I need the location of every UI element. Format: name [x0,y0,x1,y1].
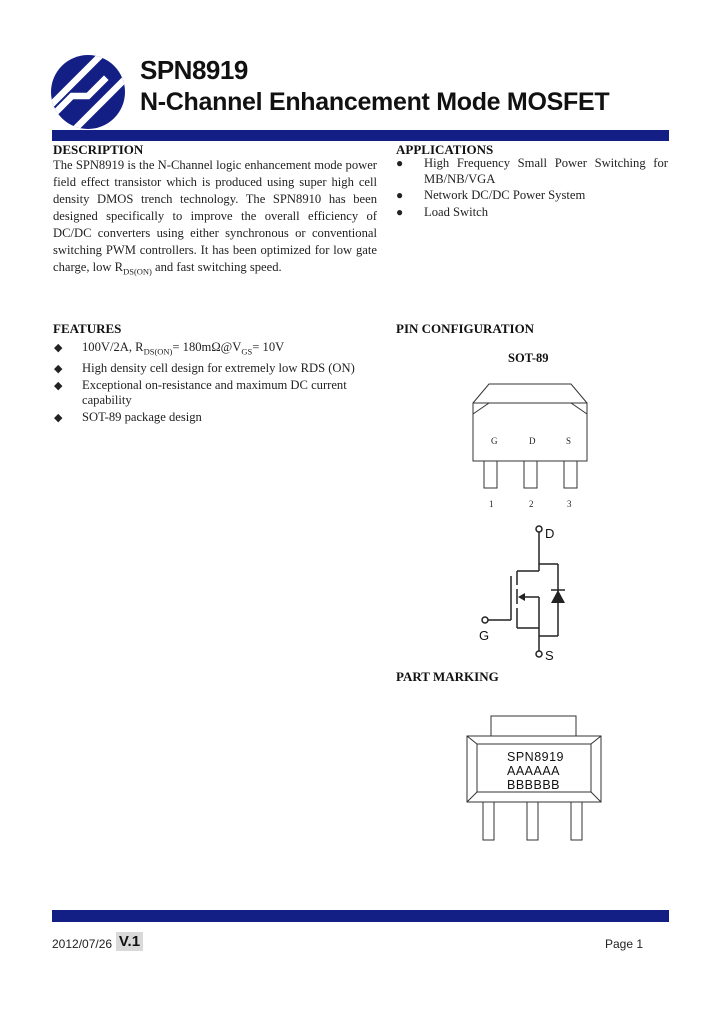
feature-rds-subscript: DS(ON) [143,346,173,357]
description-body-end: and fast switching speed. [151,260,282,274]
applications-heading: APPLICATIONS [396,142,494,157]
pin-configuration-heading: PIN CONFIGURATION [396,321,535,336]
description-heading: DESCRIPTION [53,142,144,157]
drain-label: D [545,526,555,541]
source-label: S [545,648,554,663]
list-item [54,410,374,426]
bullet-dot-icon: ● [396,204,404,219]
pin-label-d: D [529,436,536,446]
bullet-diamond-icon: ◆ [54,411,63,424]
bullet-diamond-icon: ◆ [54,342,63,354]
package-name: SOT-89 [508,351,549,365]
list-item [54,378,374,409]
application-item-text: High Frequency Small Power Switching for MB/NB/VGA [424,156,668,186]
part-number-title: SPN8919 [140,55,248,85]
product-subtitle: N-Channel Enhancement Mode MOSFET [140,88,610,116]
features-heading: FEATURES [53,321,122,336]
header-divider-bar [52,130,669,141]
features-list [54,340,374,426]
mosfet-schematic-icon [474,524,584,664]
list-item [54,340,374,360]
list-item [396,156,668,187]
pin-label-g: G [491,436,498,446]
list-item [396,205,668,221]
feature-item-text: Exceptional on-resistance and maximum DC current capability [82,377,347,408]
feature-rating-c: = 10V [252,340,285,354]
pin-number-3: 3 [567,499,572,509]
footer-date: 2012/07/26 [52,937,113,951]
company-logo [50,54,126,130]
version-badge: V.1 [116,932,143,951]
applications-list [396,156,668,221]
pin-number-2: 2 [529,499,534,509]
part-marking-heading: PART MARKING [396,669,499,684]
feature-rating-b: = 180mΩ@V [172,340,242,354]
description-rds-subscript: DS(ON) [123,266,152,277]
list-item [396,188,668,204]
marking-line-a: AAAAAA [507,764,561,778]
footer-divider-bar [52,910,669,922]
description-body-main: The SPN8919 is the N-Channel logic enhancement mode power field effect transistor which is produced using super high cell density DMOS trench technology. The SPN8910 has been designed specifically to improve the overall efficiency of DC/DC converters using either synchronous or conventional switching PWM controllers. It has been optimized for low gate charge, low R [53,158,377,274]
pin-number-1: 1 [489,499,494,509]
marking-line-part: SPN8919 [507,750,565,764]
application-item-text: Network DC/DC Power System [424,188,586,202]
bullet-diamond-icon: ◆ [54,379,63,392]
feature-rating-a: 100V/2A, R [82,340,144,354]
bullet-dot-icon: ● [396,156,404,170]
bullet-dot-icon: ● [396,188,404,202]
feature-item-text: High density cell design for extremely low RDS (ON) [82,361,355,376]
application-item-text: Load Switch [424,204,489,219]
description-text [53,157,377,281]
feature-item-text: SOT-89 package design [82,409,202,424]
pin-label-s: S [566,436,572,446]
list-item [54,361,374,377]
feature-vgs-subscript: GS [241,346,253,357]
page-number: Page 1 [605,937,644,951]
bullet-diamond-icon: ◆ [54,363,63,376]
marking-line-b: BBBBBB [507,778,561,792]
gate-label: G [479,628,490,643]
